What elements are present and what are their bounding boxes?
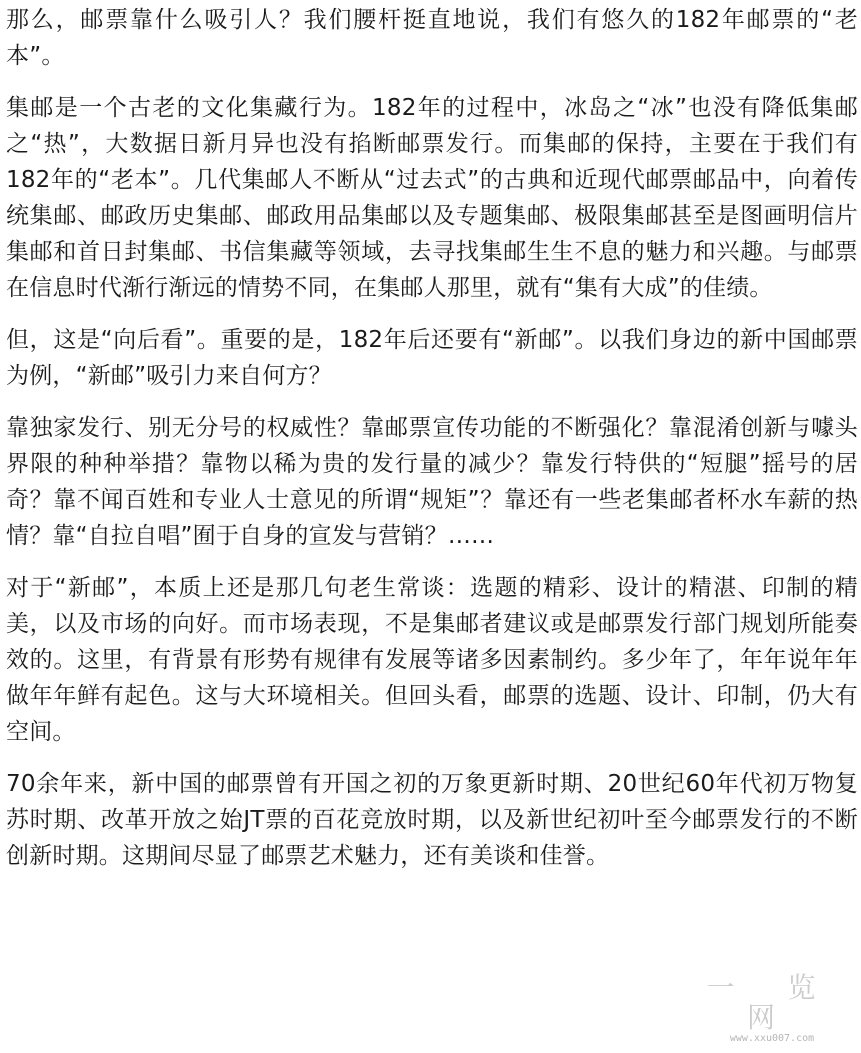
watermark-url: www.xxu007.com [729, 1033, 815, 1044]
site-watermark [697, 973, 847, 1045]
paragraph-4: 靠独家发行、别无分号的权威性？靠邮票宣传功能的不断强化？靠混淆创新与噱头界限的种种举措？靠物以稀为贵的发行量的减少？靠发行特供的“短腿”摇号的居奇？靠不闻百姓和专业人士意见的所谓“规矩”？靠还有一些老集邮者杯水车薪的热情？靠“自拉自唱”囿于自身的宣发与营销？…… [6, 415, 858, 549]
paragraph-6: 70余年来，新中国的邮票曾有开国之初的万象更新时期、20世纪60年代初万物复苏时期、改革开放之始JT票的百花竞放时期，以及新世纪初叶至今邮票发行的不断创新时期。这期间尽显了邮票艺术魅力，还有美谈和佳誉。 [6, 771, 858, 869]
paragraph-2: 集邮是一个古老的文化集藏行为。182年的过程中，冰岛之“冰”也没有降低集邮之“热”，大数据日新月异也没有掐断邮票发行。而集邮的保持，主要在于我们有182年的“老本”。几代集邮人不断从“过去式”的古典和近现代邮票邮品中，向着传统集邮、邮政历史集邮、邮政用品集邮以及专题集邮、极限集邮甚至是图画明信片集邮和首日封集邮、书信集藏等领域，去寻找集邮生生不息的魅力和兴趣。与邮票在信息时代渐行渐远的情势不同，在集邮人那里，就有“集有大成”的佳绩。 [6, 95, 858, 301]
watermark-logo: 一 览 网 [706, 971, 838, 1034]
article-body [6, 0, 858, 890]
paragraph-3: 但，这是“向后看”。重要的是，182年后还要有“新邮”。以我们身边的新中国邮票为例，“新邮”吸引力来自何方？ [6, 327, 858, 389]
paragraph-5: 对于“新邮”，本质上还是那几句老生常谈：选题的精彩、设计的精湛、印制的精美，以及市场的向好。而市场表现，不是集邮者建议或是邮票发行部门规划所能奏效的。这里，有背景有形势有规律有发展等诸多因素制约。多少年了，年年说年年做年年鲜有起色。这与大环境相关。但回头看，邮票的选题、设计、印制，仍大有空间。 [6, 575, 858, 745]
paragraph-1: 那么，邮票靠什么吸引人？我们腰杆挺直地说，我们有悠久的182年邮票的“老本”。 [6, 7, 858, 69]
